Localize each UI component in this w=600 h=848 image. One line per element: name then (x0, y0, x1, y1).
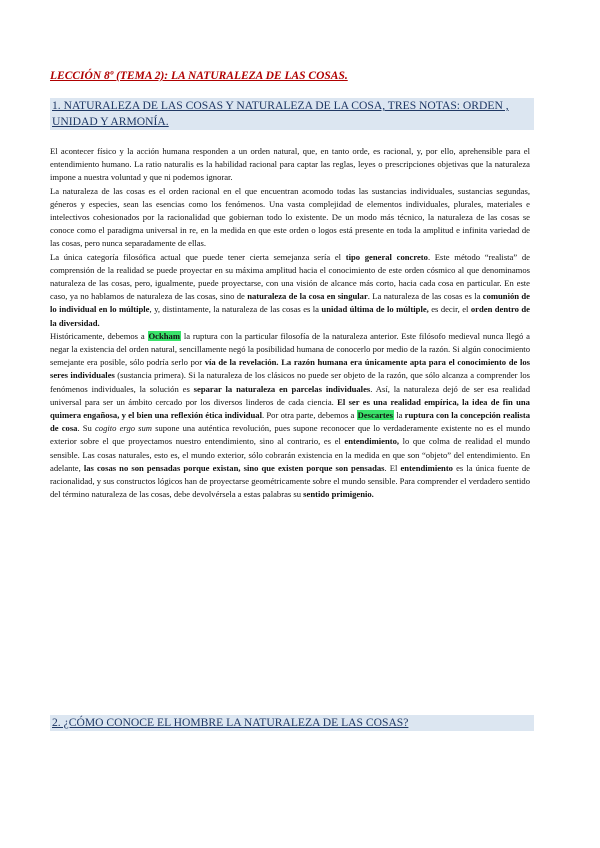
text-run: . El (384, 462, 401, 473)
highlight-ockham: Ockham (148, 330, 181, 341)
section-1-heading: 1. NATURALEZA DE LAS COSAS Y NATURALEZA DE LA COSA, TRES NOTAS: ORDEN , UNIDAD Y ARMONÍA. (50, 98, 534, 130)
bold-run: naturaleza de la cosa en singular (247, 291, 368, 302)
paragraph-4 (50, 330, 530, 502)
text-run: Históricamente, debemos a (50, 330, 148, 341)
text-run: . La naturaleza de las cosas es la (367, 291, 483, 302)
text-run: La única categoría filosófica actual que puede tener cierta semejanza sería el (50, 251, 346, 262)
bold-run: El ser es una realidad empírica, la idea de fin una quimera engañosa, y el bien una reflexión ética individual (50, 396, 530, 421)
text-run: . Por otra parte, debemos a (261, 410, 357, 421)
text-run: . Su (77, 423, 95, 434)
bold-run: entendimiento (400, 462, 453, 473)
text-run: es decir, el (428, 304, 471, 315)
bold-run: vía de la revelación. La razón humana era únicamente apta para el conocimiento de los seres individuales (50, 357, 530, 381)
text-run: la ruptura con la particular filosofía de la naturaleza anterior. Este filósofo medieval nunca llegó a negar la existencia del orden natural, sencillamente negó la posibilidad humana de conocerlo por medio de la razón. Si algún conocimiento semejante era posible, sólo podría serlo por (50, 330, 530, 368)
text-run: . Este método “realista” de comprensión de la realidad se puede proyectar en su máxima amplitud hacia el conocimiento de este orden cósmico al que denominamos naturaleza de las cosas, pero, igualmente, puede proyectarse, con una visión de alcance más corto, hacia cada cosa en particular. En este caso, ya no hablamos de naturaleza de las cosas, sino de (50, 251, 530, 302)
bold-run: entendimiento, (344, 436, 400, 447)
highlight-descartes: Descartes (357, 410, 393, 421)
bold-run: las cosas no son pensadas porque existan, sino que existen porque son pensadas (83, 462, 385, 473)
paragraph-3 (50, 251, 530, 330)
paragraph-2: La naturaleza de las cosas es el orden racional en el que encuentran acomodo todas las sustancias individuales, sustancias segundas, géneros y especies, sean las esencias como los fenómenos. Una vasta complejidad de elementos individuales, plurales, materiales e intelectivos cohesionados por la racionalidad que gobiernan todo lo existente. De un modo más técnico, la naturaleza de las cosas se conoce como el paradigma universal in re, en la medida en que este orden o logos está presente en toda la amplitud e infinita variedad de las cosas, pero nunca separadamente de ellas. (50, 185, 530, 249)
text-run: supone una auténtica revolución, pues supone reconocer que lo verdaderamente existente no es el mundo exterior sobre el que proyectamos nuestro entendimiento, sino al contrario, es el (50, 423, 530, 447)
bold-run: comunión de lo individual en lo múltiple (50, 291, 530, 315)
bold-run: unidad última de lo múltiple, (321, 304, 429, 315)
text-run: . Así, la naturaleza dejó de ser esa realidad universal para ser un ámbito cercado por los diversos linderos de cada ciencia. (50, 383, 530, 407)
bold-run: tipo general concreto (345, 251, 428, 262)
bold-run: ruptura con la concepción realista de cosa (50, 410, 531, 434)
lesson-title: LECCIÓN 8º (TEMA 2): LA NATURALEZA DE LAS COSAS. (50, 70, 348, 82)
section-1-body (50, 145, 530, 501)
bold-run: sentido primigenio. (303, 489, 374, 500)
text-run: , y, distintamente, la naturaleza de las cosas es la (149, 304, 322, 315)
text-run: la (393, 410, 405, 421)
text-run: (sustancia primera). Si la naturaleza de los clásicos no puede ser objeto de la razón, que sólo alcanza a comprender los fenómenos individuales, la solución es (50, 370, 530, 394)
italic-run: cogito ergo sum (94, 423, 153, 434)
bold-run: separar la naturaleza en parcelas individuales (193, 383, 371, 394)
bold-run: orden dentro de la diversidad. (50, 304, 530, 328)
text-run: lo que colma de realidad el mundo sensible. Las cosas naturales, esto es, el mundo exterior, sólo cobrarán existencia en la medida en que son “objeto” del entendimiento. En adelante, (50, 436, 530, 473)
section-2-heading: 2. ¿CÓMO CONOCE EL HOMBRE LA NATURALEZA DE LAS COSAS? (50, 715, 534, 731)
paragraph-1: El acontecer físico y la acción humana responden a un orden natural, que, en tanto orde, es racional, y, por ello, aprehensible para el entendimiento humano. La ratio naturalis es la habilidad racional para captar las reglas, leyes o prescripciones objetivas que la naturaleza impone a nuestra voluntad y que ni podemos ignorar. (50, 146, 530, 183)
text-run: es la única fuente de racionalidad, y sus constructos lógicos han de proyectarse geométricamente sobre el mundo sensible. Para comprender el verdadero sentido del término naturaleza de las cosas, debe devolvérsela a estas palabras su (50, 462, 530, 500)
